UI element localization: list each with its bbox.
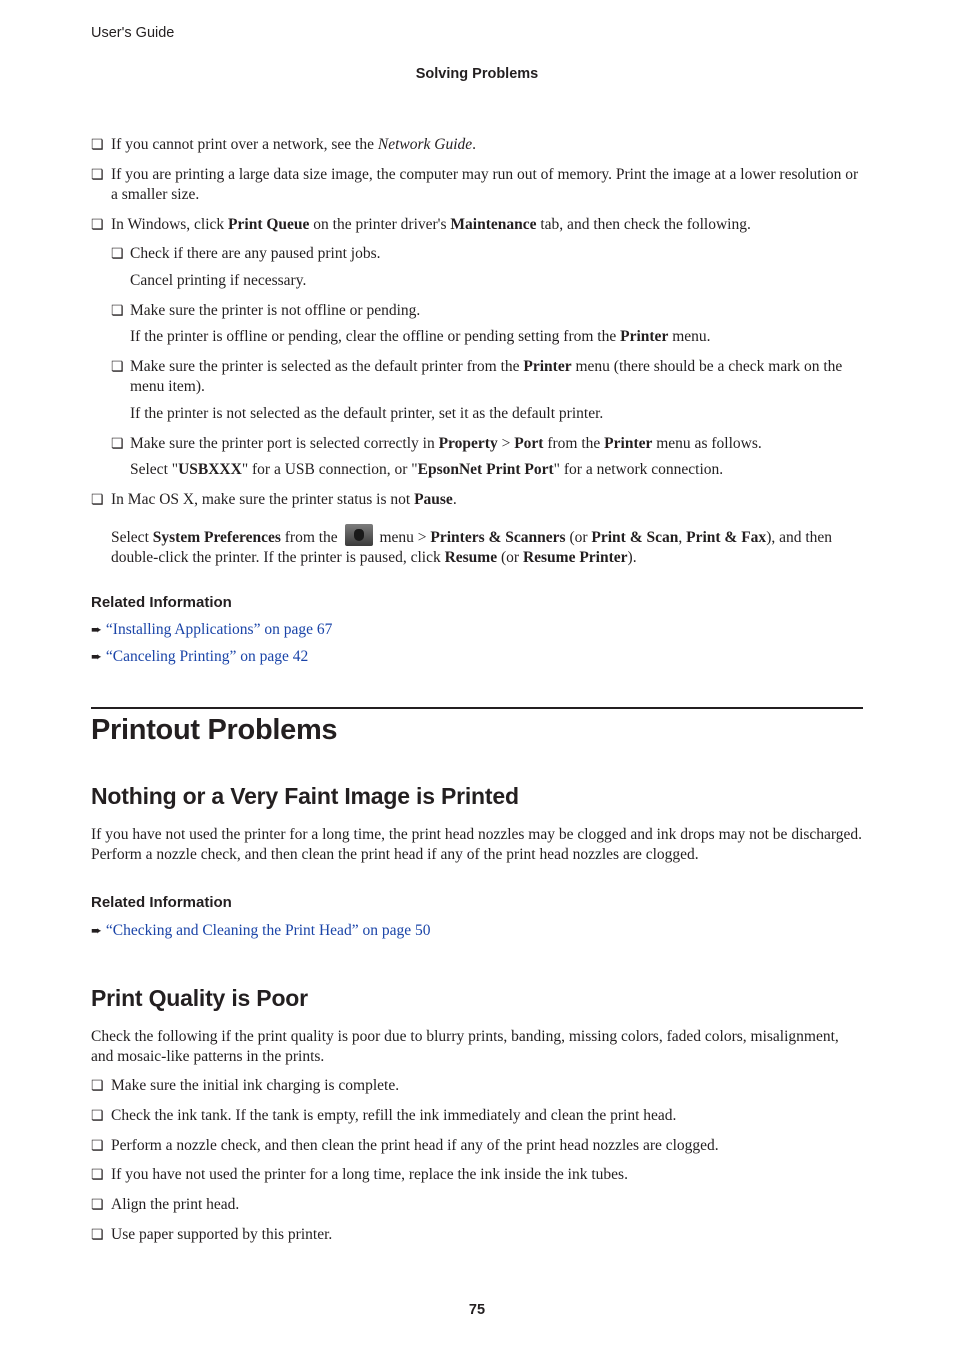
page-number: 75 [468,1302,486,1318]
faint-image-body: If you have not used the printer for a long time, the print head nozzles may be clogged and ink drops may not be discharged. Perform a nozzle check, and then clean the print head if any of the print head nozzles are clogged. [91,826,863,863]
checkbox-bullet-icon: ❏ [111,437,124,452]
list-item: ❏ If you have not used the printer for a long time, replace the ink inside the ink tubes. [91,1165,863,1185]
list-item: ❏ Use paper supported by this printer. [91,1225,863,1245]
list-item-windows: ❏ In Windows, click Print Queue on the printer driver's Maintenance tab, and then check the following. [91,215,863,235]
list-item: ❏ Make sure the initial ink charging is complete. [91,1076,863,1096]
related-information-heading: Related Information [91,894,232,911]
sub-note-paused: Cancel printing if necessary. [130,272,307,289]
checkbox-bullet-icon: ❏ [111,304,124,319]
checkbox-bullet-icon: ❏ [111,360,124,375]
section-title-printout-problems: Printout Problems [91,714,338,746]
arrow-right-icon: ➨ [91,623,102,638]
heading-print-quality-poor: Print Quality is Poor [91,985,308,1011]
print-quality-body: Check the following if the print quality is poor due to blurry prints, banding, missing colors, faded colors, misalignment, and mosaic-like patterns in the prints. [91,1028,839,1065]
list-item: ❏ Align the print head. [91,1195,863,1215]
print-queue-term: Print Queue [228,216,310,233]
sub-note-offline: If the printer is offline or pending, clear the offline or pending setting from the Printer menu. [130,328,711,345]
checkbox-bullet-icon: ❏ [91,218,104,233]
list-item: ❏ Check the ink tank. If the tank is empty, refill the ink immediately and clean the print head. [91,1106,863,1126]
list-item-memory: ❏ If you are printing a large data size image, the computer may run out of memory. Print the image at a lower resolution or a smaller size. [91,166,859,203]
list-item-network: ❏ If you cannot print over a network, see the Network Guide. [91,135,863,155]
checkbox-bullet-icon: ❏ [91,493,104,508]
maintenance-term: Maintenance [450,216,537,233]
sub-item-port: ❏ Make sure the printer port is selected correctly in Property > Port from the Printer menu as follows. [111,434,863,454]
checkbox-bullet-icon: ❏ [111,247,124,262]
checkbox-bullet-icon: ❏ [91,168,104,183]
sub-item-paused: ❏ Check if there are any paused print jobs. [111,244,863,264]
link-checking-cleaning-print-head[interactable]: ➨ “Checking and Cleaning the Print Head” on page 50 [91,922,431,939]
apple-menu-icon [345,524,373,546]
list-item-mac: ❏ In Mac OS X, make sure the printer status is not Pause. [91,490,863,510]
link-canceling-printing[interactable]: ➨ “Canceling Printing” on page 42 [91,648,309,665]
checkbox-bullet-icon: ❏ [91,138,104,153]
arrow-right-icon: ➨ [91,924,102,939]
link-installing-applications[interactable]: ➨ “Installing Applications” on page 67 [91,621,333,638]
list-item: ❏ Perform a nozzle check, and then clean the print head if any of the print head nozzles are clogged. [91,1136,863,1156]
related-information-heading: Related Information [91,594,232,611]
checkbox-bullet-icon: ❏ [91,1079,104,1094]
checkbox-bullet-icon: ❏ [91,1109,104,1124]
sub-note-port: Select "USBXXX" for a USB connection, or "EpsonNet Print Port" for a network connection. [130,461,724,478]
checkbox-bullet-icon: ❏ [91,1139,104,1154]
mac-instructions: Select System Preferences from the menu > Printers & Scanners (or Print & Scan, Print & Fax), and then double-click the printer. If the printer is paused, click Resume (or Resume Printer). [111,524,863,568]
arrow-right-icon: ➨ [91,650,102,665]
checkbox-bullet-icon: ❏ [91,1198,104,1213]
sub-note-default-printer: If the printer is not selected as the default printer, set it as the default printer. [130,405,604,422]
running-header-section: Solving Problems [415,66,539,82]
sub-item-default-printer: ❏ Make sure the printer is selected as the default printer from the Printer menu (there should be a check mark on the menu item). [111,358,843,395]
section-divider [91,707,863,709]
checkbox-bullet-icon: ❏ [91,1168,104,1183]
heading-faint-image: Nothing or a Very Faint Image is Printed [91,783,519,809]
checkbox-bullet-icon: ❏ [91,1228,104,1243]
sub-item-offline: ❏ Make sure the printer is not offline or pending. [111,301,863,321]
network-guide-reference: Network Guide [377,136,473,153]
running-header-guide: User's Guide [91,25,175,41]
